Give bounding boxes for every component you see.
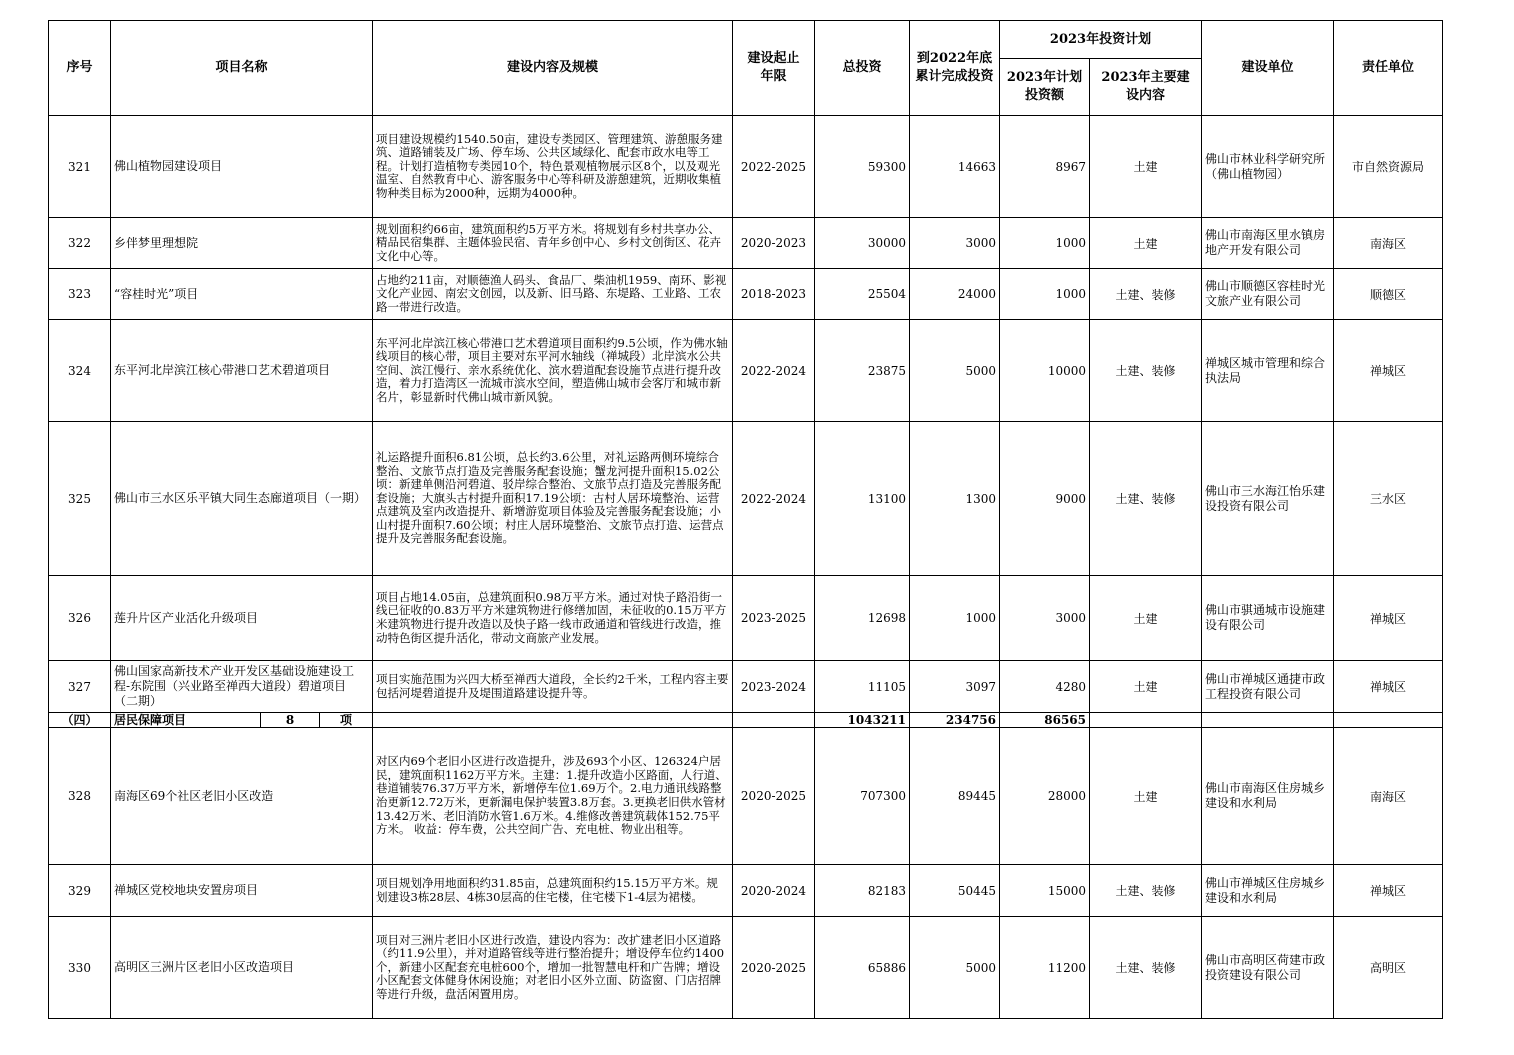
row-plan-content: 土建 xyxy=(1090,728,1202,865)
row-responsible-unit: 市自然资源局 xyxy=(1334,116,1443,218)
row-content: 项目占地14.05亩，总建筑面积0.98万平方米。通过对快子路沿街一线已征收的0.83万平方米建筑物进行修缮加固，未征收的0.15万平方米建筑物进行提升改造以及快子路一线市政通道和管线进行改造，推动特色街区提升活化，带动文商旅产业发展。 xyxy=(373,576,733,661)
row-plan-content: 土建 xyxy=(1090,576,1202,661)
row-total-investment: 30000 xyxy=(815,218,910,269)
row-period: 2020-2023 xyxy=(733,218,815,269)
row-project-name: 东平河北岸滨江核心带港口艺术碧道项目 xyxy=(111,320,373,422)
row-content: 项目规划净用地面积约31.85亩，总建筑面积约15.15万平方米。规划建设3栋28层、4栋30层高的住宅楼，住宅楼下1-4层为裙楼。 xyxy=(373,865,733,917)
row-total-investment: 65886 xyxy=(815,917,910,1019)
row-total-investment: 23875 xyxy=(815,320,910,422)
row-responsible-unit: 高明区 xyxy=(1334,917,1443,1019)
row-cumulative-investment: 3097 xyxy=(910,661,1000,713)
subtotal-name-cell xyxy=(111,713,373,728)
row-builder: 佛山市南海区住房城乡建设和水利局 xyxy=(1202,728,1334,865)
subtotal-total: 1043211 xyxy=(815,713,910,728)
row-responsible-unit: 南海区 xyxy=(1334,728,1443,865)
table-row xyxy=(49,728,1443,865)
row-content: 东平河北岸滨江核心带港口艺术碧道项目面积约9.5公顷，作为佛水轴线项目的核心带，项目主要对东平河水轴线（禅城段）北岸滨水公共空间、滨江慢行、亲水系统优化、滨水碧道配套设施节点进行提升改造，着力打造湾区一流城市滨水空间，塑造佛山城市会客厅和城市新名片，彰显新时代佛山城市新风貌。 xyxy=(373,320,733,422)
row-cumulative-investment: 50445 xyxy=(910,865,1000,917)
row-period: 2022-2024 xyxy=(733,422,815,576)
row-plan-content: 土建 xyxy=(1090,661,1202,713)
row-project-name: 禅城区党校地块安置房项目 xyxy=(111,865,373,917)
row-responsible-unit: 禅城区 xyxy=(1334,661,1443,713)
row-project-name: 南海区69个社区老旧小区改造 xyxy=(111,728,373,865)
subtotal-name: 居民保障项目 xyxy=(111,713,261,727)
row-seq: 328 xyxy=(49,728,111,865)
row-builder: 佛山市三水海江怡乐建设投资有限公司 xyxy=(1202,422,1334,576)
row-builder: 佛山市骐通城市设施建设有限公司 xyxy=(1202,576,1334,661)
row-period: 2018-2023 xyxy=(733,269,815,320)
row-seq: 321 xyxy=(49,116,111,218)
header-name: 项目名称 xyxy=(111,21,373,116)
table-row xyxy=(49,422,1443,576)
row-plan-investment: 1000 xyxy=(1000,218,1090,269)
subtotal-seq: （四） xyxy=(49,713,111,728)
row-content: 项目对三洲片老旧小区进行改造，建设内容为：改扩建老旧小区道路（约11.9公里），并对道路管线等进行整治提升；增设停车位约1400个，新建小区配套充电桩600个，增加一批智慧电杆和广告牌；增设小区配套文体健身休闲设施；对老旧小区外立面、防盗窗、门店招牌等进行升级，盘活闲置用房。 xyxy=(373,917,733,1019)
row-plan-content: 土建 xyxy=(1090,218,1202,269)
row-builder: 佛山市禅城区住房城乡建设和水利局 xyxy=(1202,865,1334,917)
row-seq: 326 xyxy=(49,576,111,661)
row-total-investment: 13100 xyxy=(815,422,910,576)
row-plan-content: 土建 xyxy=(1090,116,1202,218)
table-row xyxy=(49,269,1443,320)
row-plan-investment: 9000 xyxy=(1000,422,1090,576)
row-period: 2022-2025 xyxy=(733,116,815,218)
row-project-name: 佛山市三水区乐平镇大同生态廊道项目（一期） xyxy=(111,422,373,576)
row-cumulative-investment: 89445 xyxy=(910,728,1000,865)
header-total: 总投资 xyxy=(815,21,910,116)
subtotal-unit: 项 xyxy=(339,713,352,727)
row-seq: 322 xyxy=(49,218,111,269)
row-cumulative-investment: 1000 xyxy=(910,576,1000,661)
row-builder: 佛山市林业科学研究所（佛山植物园） xyxy=(1202,116,1334,218)
row-plan-content: 土建、装修 xyxy=(1090,269,1202,320)
row-builder: 佛山市禅城区通捷市政工程投资有限公司 xyxy=(1202,661,1334,713)
row-seq: 323 xyxy=(49,269,111,320)
row-plan-investment: 4280 xyxy=(1000,661,1090,713)
table-row xyxy=(49,661,1443,713)
row-cumulative-investment: 3000 xyxy=(910,218,1000,269)
row-plan-investment: 15000 xyxy=(1000,865,1090,917)
row-period: 2023-2025 xyxy=(733,576,815,661)
header-responsible: 责任单位 xyxy=(1334,21,1443,116)
row-plan-content: 土建、装修 xyxy=(1090,917,1202,1019)
row-content: 项目建设规模约1540.50亩，建设专类园区、管理建筑、游憩服务建筑、道路铺装及广场、停车场、公共区域绿化、配套市政水电等工程。计划打造植物专类园10个，特色景观植物展示区8个，以及观光温室、自然教育中心、游客服务中心等科研及游憩建筑，近期收集植物种类目标为2000种，远期为4000种。 xyxy=(373,116,733,218)
row-plan-investment: 8967 xyxy=(1000,116,1090,218)
row-seq: 327 xyxy=(49,661,111,713)
row-responsible-unit: 禅城区 xyxy=(1334,865,1443,917)
row-responsible-unit: 南海区 xyxy=(1334,218,1443,269)
row-project-name: “容桂时光”项目 xyxy=(111,269,373,320)
row-period: 2023-2024 xyxy=(733,661,815,713)
row-project-name: 佛山国家高新技术产业开发区基础设施建设工程-东院围（兴业路至禅西大道段）碧道项目（二期） xyxy=(111,661,373,713)
row-plan-investment: 11200 xyxy=(1000,917,1090,1019)
row-responsible-unit: 三水区 xyxy=(1334,422,1443,576)
row-builder: 佛山市南海区里水镇房地产开发有限公司 xyxy=(1202,218,1334,269)
row-plan-investment: 10000 xyxy=(1000,320,1090,422)
row-period: 2020-2025 xyxy=(733,917,815,1019)
table-row xyxy=(49,917,1443,1019)
row-plan-investment: 1000 xyxy=(1000,269,1090,320)
subtotal-cumulative: 234756 xyxy=(910,713,1000,728)
row-plan-investment: 3000 xyxy=(1000,576,1090,661)
subtotal-plan: 86565 xyxy=(1000,713,1090,728)
row-seq: 330 xyxy=(49,917,111,1019)
row-cumulative-investment: 14663 xyxy=(910,116,1000,218)
row-seq: 329 xyxy=(49,865,111,917)
row-content: 对区内69个老旧小区进行改造提升，涉及693个小区、126324户居民，建筑面积1162万平方米。主建：1.提升改造小区路面，人行道、巷道铺装76.37万平方米，新增停车位1.69万个。2.电力通讯线路整治更新12.72万米，更新漏电保护装置3.8万套。3.更换老旧供水管材13.42万米、老旧消防水管1.6万米。4.维修改善建筑载体152.75平方米。 收益：停车费，公共空间广告、充电桩、物业出租等。 xyxy=(373,728,733,865)
row-cumulative-investment: 1300 xyxy=(910,422,1000,576)
header-content: 建设内容及规模 xyxy=(373,21,733,116)
header-plan-group: 2023年投资计划 xyxy=(1000,21,1202,59)
row-project-name: 莲升片区产业活化升级项目 xyxy=(111,576,373,661)
row-plan-content: 土建、装修 xyxy=(1090,865,1202,917)
row-responsible-unit: 顺德区 xyxy=(1334,269,1443,320)
subtotal-row xyxy=(49,713,1443,728)
row-seq: 324 xyxy=(49,320,111,422)
header-seq: 序号 xyxy=(49,21,111,116)
table-row xyxy=(49,116,1443,218)
row-content: 礼运路提升面积6.81公顷，总长约3.6公里，对礼运路两侧环境综合整治、文旅节点打造及完善服务配套设施；蟹龙河提升面积15.02公顷：新建单侧沿河碧道、驳岸综合整治、文旅节点打造及完善服务配套设施；大旗头古村提升面积17.19公顷：古村人居环境整治、运营点建筑及室内改造提升、新增游览项目体验及完善服务配套设施；小山村提升面积7.60公顷；村庄人居环境整治、文旅节点打造、运营点提升及完善服务配套设施。 xyxy=(373,422,733,576)
row-plan-content: 土建、装修 xyxy=(1090,422,1202,576)
row-period: 2020-2025 xyxy=(733,728,815,865)
header-cumulative: 到2022年底累计完成投资 xyxy=(910,21,1000,116)
row-cumulative-investment: 24000 xyxy=(910,269,1000,320)
table-row xyxy=(49,865,1443,917)
row-cumulative-investment: 5000 xyxy=(910,917,1000,1019)
table-row xyxy=(49,576,1443,661)
row-project-name: 高明区三洲片区老旧小区改造项目 xyxy=(111,917,373,1019)
row-total-investment: 707300 xyxy=(815,728,910,865)
row-period: 2022-2024 xyxy=(733,320,815,422)
row-cumulative-investment: 5000 xyxy=(910,320,1000,422)
row-builder: 禅城区城市管理和综合执法局 xyxy=(1202,320,1334,422)
row-total-investment: 82183 xyxy=(815,865,910,917)
row-builder: 佛山市高明区荷建市政投资建设有限公司 xyxy=(1202,917,1334,1019)
row-project-name: 佛山植物园建设项目 xyxy=(111,116,373,218)
project-table xyxy=(48,20,1443,1019)
row-total-investment: 59300 xyxy=(815,116,910,218)
row-plan-content: 土建、装修 xyxy=(1090,320,1202,422)
row-responsible-unit: 禅城区 xyxy=(1334,320,1443,422)
row-content: 占地约211亩，对顺德渔人码头、食品厂、柴油机1959、南环、影视文化产业园、南宏文创园，以及新、旧马路、东堤路、工业路、工农路一带进行改造。 xyxy=(373,269,733,320)
row-project-name: 乡伴梦里理想院 xyxy=(111,218,373,269)
header-period: 建设起止年限 xyxy=(733,21,815,116)
row-period: 2020-2024 xyxy=(733,865,815,917)
row-content: 规划面积约66亩，建筑面积约5万平方米。将规划有乡村共享办公、精品民宿集群、主题体验民宿、青年乡创中心、乡村文创街区、花卉文化中心等。 xyxy=(373,218,733,269)
table-row xyxy=(49,218,1443,269)
header-plan-amount: 2023年计划投资额 xyxy=(1000,59,1090,116)
row-content: 项目实施范围为兴四大桥至禅西大道段，全长约2千米，工程内容主要包括河堤碧道提升及堤围道路建设提升等。 xyxy=(373,661,733,713)
row-responsible-unit: 禅城区 xyxy=(1334,576,1443,661)
row-total-investment: 11105 xyxy=(815,661,910,713)
subtotal-count: 8 xyxy=(261,713,320,727)
row-builder: 佛山市顺德区容桂时光文旅产业有限公司 xyxy=(1202,269,1334,320)
table-row xyxy=(49,320,1443,422)
header-builder: 建设单位 xyxy=(1202,21,1334,116)
header-plan-content: 2023年主要建设内容 xyxy=(1090,59,1202,116)
row-total-investment: 12698 xyxy=(815,576,910,661)
row-plan-investment: 28000 xyxy=(1000,728,1090,865)
row-total-investment: 25504 xyxy=(815,269,910,320)
row-seq: 325 xyxy=(49,422,111,576)
